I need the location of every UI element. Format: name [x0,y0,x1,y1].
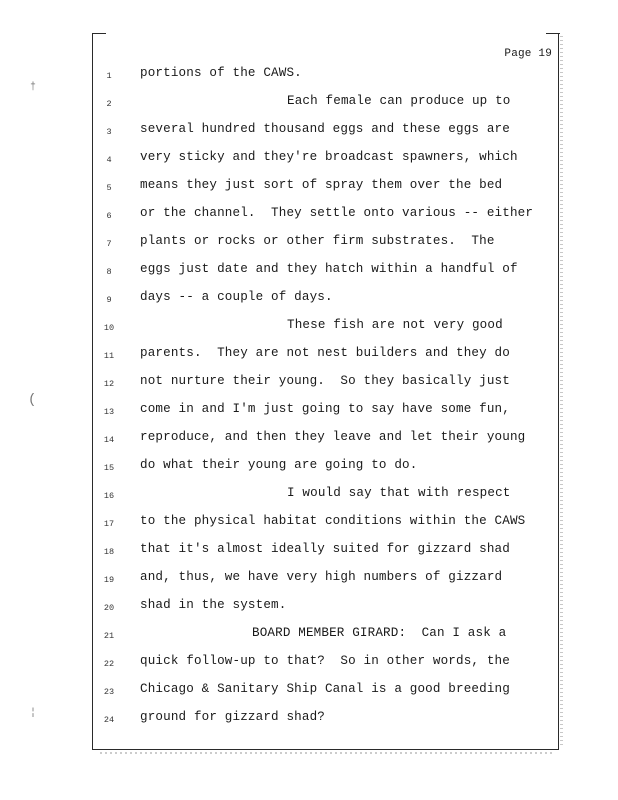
page-number: Page 19 [504,48,552,60]
line-text: days -- a couple of days. [140,290,333,304]
transcript-line [0,542,618,564]
line-text: not nurture their young. So they basically just [140,374,510,388]
line-number: 13 [103,407,115,417]
transcript-line [0,598,618,620]
transcript-line [0,402,618,424]
line-text: parents. They are not nest builders and they do [140,346,510,360]
line-text: means they just sort of spray them over the bed [140,178,503,192]
transcript-line [0,318,618,340]
transcript-line [0,430,618,452]
line-text: plants or rocks or other firm substrates. The [140,234,495,248]
line-text: that it's almost ideally suited for gizzard shad [140,542,510,556]
transcript-line [0,234,618,256]
transcript-line [0,654,618,676]
line-number: 4 [106,155,112,165]
scan-bottom-noise [100,752,555,754]
line-number: 21 [103,631,115,641]
line-text: quick follow-up to that? So in other words, the [140,654,510,668]
transcript-line [0,570,618,592]
line-number: 22 [103,659,115,669]
transcript-line [0,346,618,368]
margin-mark-middle: ( [28,392,37,408]
transcript-line [0,290,618,312]
line-text: or the channel. They settle onto various -- either [140,206,534,220]
line-text: come in and I'm just going to say have some fun, [140,402,510,416]
transcript-line [0,206,618,228]
border-corner-right [546,33,560,34]
transcript-line [0,458,618,480]
line-number: 7 [106,239,112,249]
line-text: BOARD MEMBER GIRARD: Can I ask a [252,626,507,640]
transcript-line [0,262,618,284]
transcript-line [0,66,618,88]
transcript-line [0,486,618,508]
line-text: reproduce, and then they leave and let their young [140,430,526,444]
line-number: 3 [106,127,112,137]
line-text: portions of the CAWS. [140,66,302,80]
line-number: 20 [103,603,115,613]
line-number: 18 [103,547,115,557]
transcript-line [0,374,618,396]
line-number: 6 [106,211,112,221]
line-text: very sticky and they're broadcast spawners, which [140,150,518,164]
line-number: 2 [106,99,112,109]
line-number: 16 [103,491,115,501]
line-number: 17 [103,519,115,529]
line-number: 14 [103,435,115,445]
line-number: 8 [106,267,112,277]
line-number: 12 [103,379,115,389]
line-text: These fish are not very good [287,318,503,332]
line-number: 19 [103,575,115,585]
margin-mark-bottom: ¦ [30,708,37,719]
line-text: Each female can produce up to [287,94,511,108]
transcript-line [0,178,618,200]
line-number: 1 [106,71,112,81]
line-text: and, thus, we have very high numbers of gizzard [140,570,503,584]
transcript-line [0,150,618,172]
line-text: several hundred thousand eggs and these eggs are [140,122,510,136]
transcript-line [0,682,618,704]
transcript-line [0,626,618,648]
transcript-line [0,514,618,536]
line-text: ground for gizzard shad? [140,710,325,724]
line-number: 10 [103,323,115,333]
line-text: eggs just date and they hatch within a handful of [140,262,518,276]
line-text: I would say that with respect [287,486,511,500]
line-number: 15 [103,463,115,473]
line-text: to the physical habitat conditions within the CAWS [140,514,526,528]
line-text: do what their young are going to do. [140,458,418,472]
line-number: 5 [106,183,112,193]
line-number: 9 [106,295,112,305]
line-number: 11 [103,351,115,361]
line-text: shad in the system. [140,598,287,612]
margin-mark-top: † [30,82,37,93]
border-corner-left [92,33,106,34]
transcript-line [0,94,618,116]
line-text: Chicago & Sanitary Ship Canal is a good breeding [140,682,510,696]
transcript-line [0,122,618,144]
line-number: 23 [103,687,115,697]
line-number: 24 [103,715,115,725]
transcript-line [0,710,618,732]
